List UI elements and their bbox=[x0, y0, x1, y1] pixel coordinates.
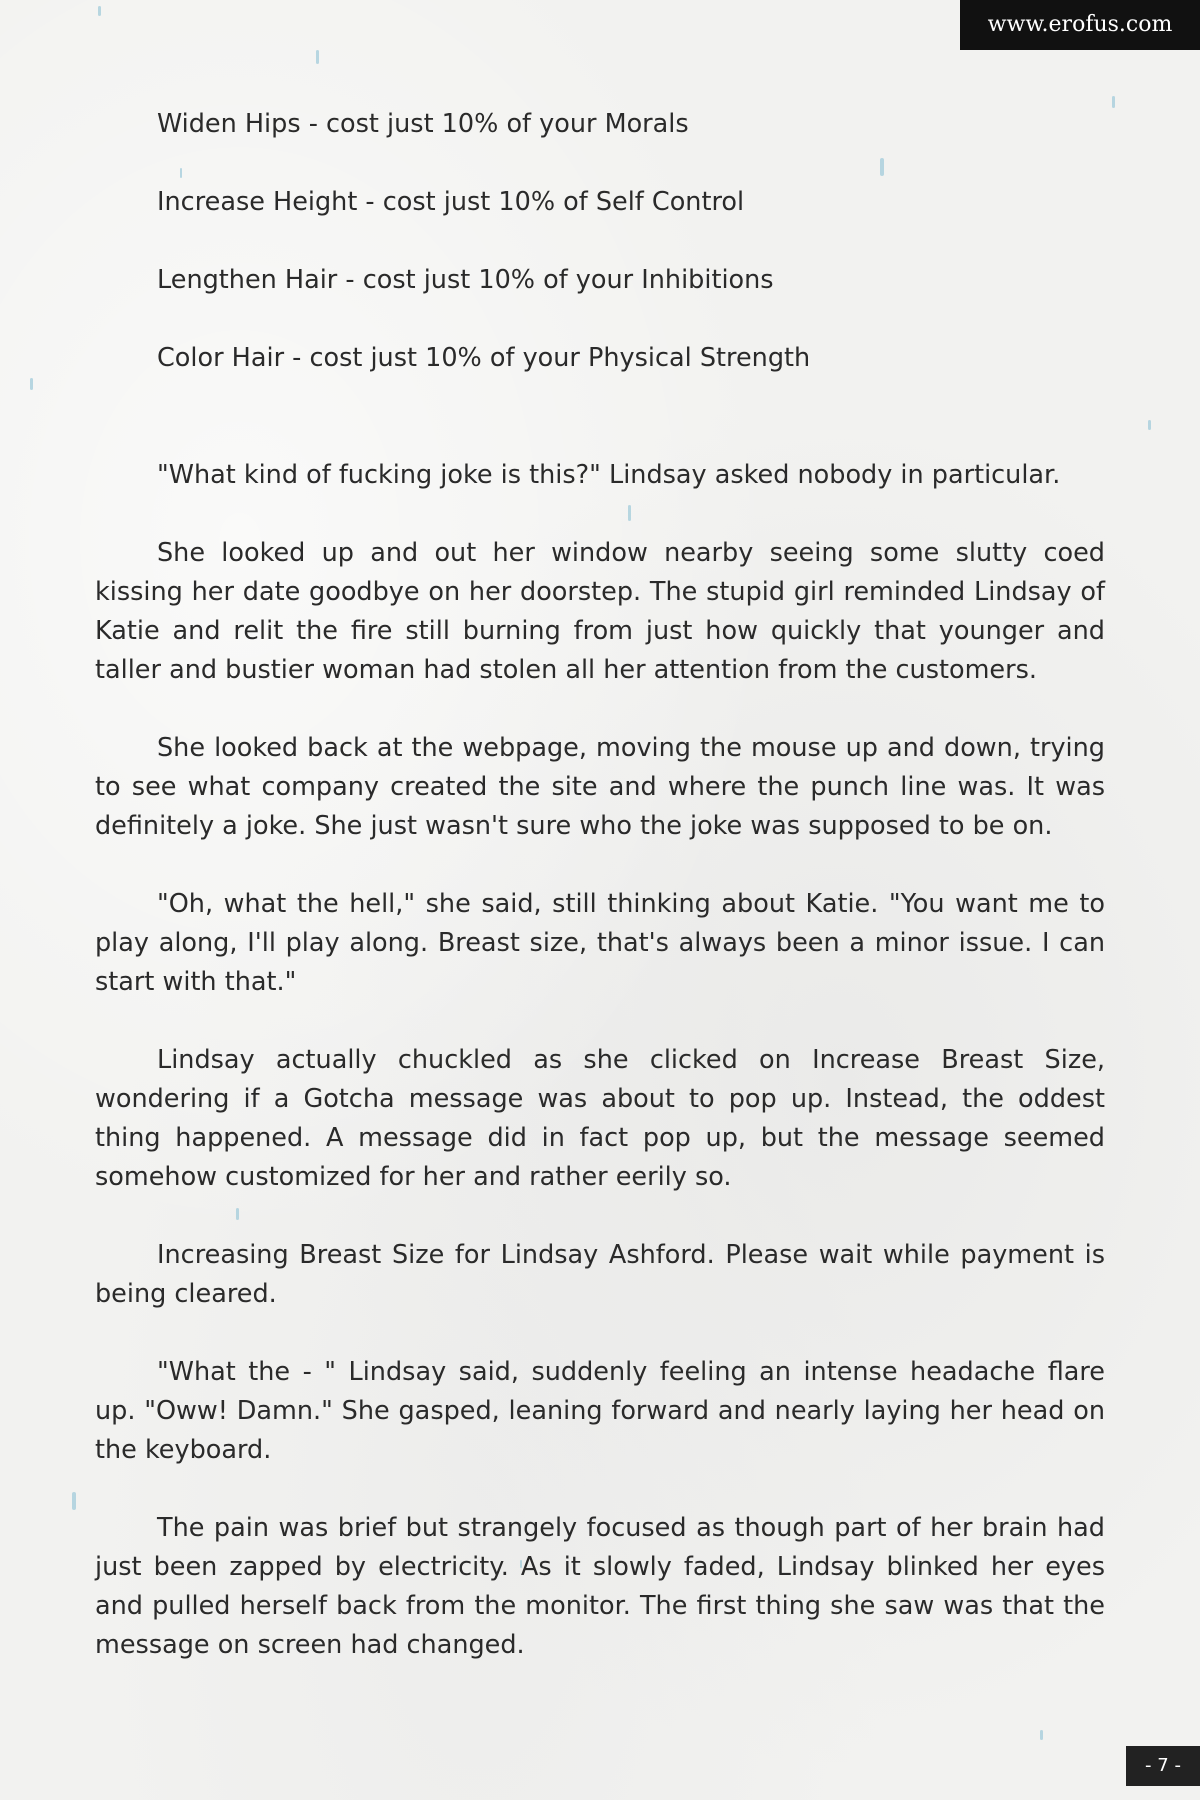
paragraph: She looked up and out her window nearby seeing some slutty coed kissing her date goodbye on her doorstep. The stupid girl reminded Lindsay of Katie and relit the fire still burning from just how quickly that younger and taller and bustier woman had stolen all her attention from the customers. bbox=[95, 538, 1105, 685]
page-body bbox=[95, 105, 1105, 1704]
watermark-logo: www.erofus.com bbox=[960, 0, 1200, 50]
page-number: - 7 - bbox=[1126, 1746, 1200, 1786]
paragraph: She looked back at the webpage, moving the mouse up and down, trying to see what company created the site and where the punch line was. It was definitely a joke. She just wasn't sure who the joke was supposed to be on. bbox=[95, 733, 1105, 841]
paragraph: The pain was brief but strangely focused as though part of her brain had just been zapped by electricity. As it slowly faded, Lindsay blinked her eyes and pulled herself back from the monitor. The first thing she saw was that the message on screen had changed. bbox=[95, 1513, 1105, 1660]
paper-speck bbox=[1148, 420, 1151, 430]
paper-speck bbox=[30, 378, 33, 390]
option-widen-hips: Widen Hips - cost just 10% of your Morals bbox=[157, 109, 689, 139]
paragraph: Increasing Breast Size for Lindsay Ashford. Please wait while payment is being cleared. bbox=[95, 1240, 1105, 1309]
paper-speck bbox=[1112, 96, 1115, 108]
option-increase-height: Increase Height - cost just 10% of Self Control bbox=[157, 187, 745, 217]
paper-speck bbox=[316, 50, 319, 64]
option-color-hair: Color Hair - cost just 10% of your Physical Strength bbox=[157, 343, 811, 373]
paragraph: "What the - " Lindsay said, suddenly feeling an intense headache flare up. "Oww! Damn." She gasped, leaning forward and nearly laying her head on the keyboard. bbox=[95, 1357, 1105, 1465]
paragraph: "What kind of fucking joke is this?" Lindsay asked nobody in particular. bbox=[157, 460, 1061, 490]
paper-speck bbox=[1040, 1730, 1043, 1740]
paragraph: Lindsay actually chuckled as she clicked on Increase Breast Size, wondering if a Gotcha message was about to pop up. Instead, the oddest thing happened. A message did in fact pop up, but the message seemed somehow customized for her and rather eerily so. bbox=[95, 1045, 1105, 1192]
option-lengthen-hair: Lengthen Hair - cost just 10% of your Inhibitions bbox=[157, 265, 774, 295]
paragraph: "Oh, what the hell," she said, still thinking about Katie. "You want me to play along, I'll play along. Breast size, that's always been a minor issue. I can start with that." bbox=[95, 889, 1105, 997]
paper-speck bbox=[72, 1492, 76, 1510]
paper-speck bbox=[98, 6, 101, 16]
